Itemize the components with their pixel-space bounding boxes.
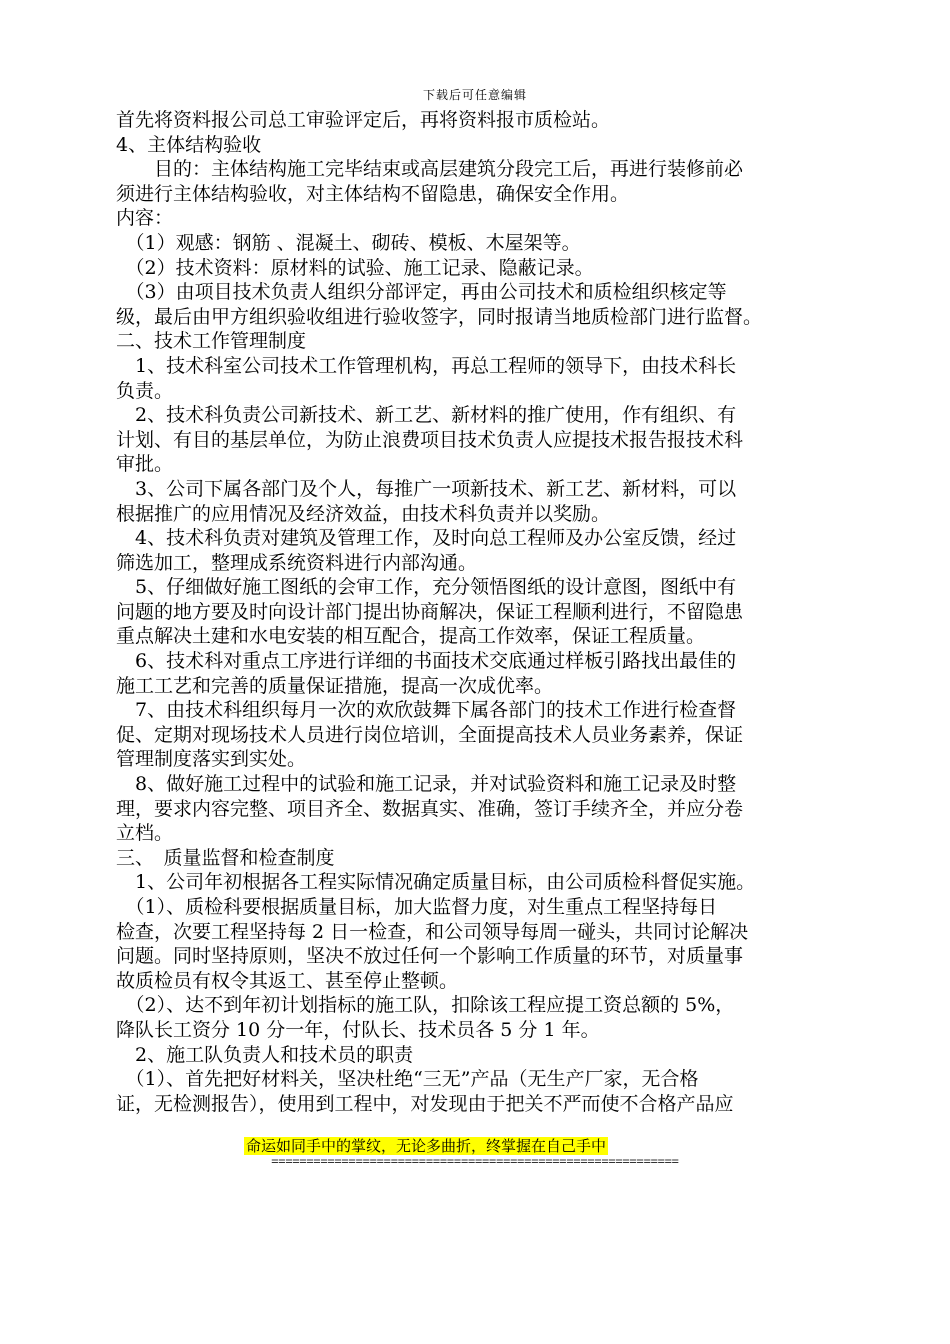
text-line: 审批。: [116, 453, 174, 476]
text-line: （1）、质检科要根据质量目标，加大监督力度，对生重点工程坚持每日: [116, 896, 718, 918]
text-line: 问题。同时坚持原则，坚决不放过任何一个影响工作质量的环节，对质量事: [116, 945, 744, 968]
text-line: 故质检员有权令其返工、甚至停止整顿。: [116, 969, 459, 992]
text-line: 降队长工资分 10 分一年，付队长、技术员各 5 分 1 年。: [116, 1018, 600, 1041]
text-line: 理，要求内容完整、项目齐全、数据真实、准确，签订手续齐全，并应分卷: [116, 797, 744, 820]
footer-motto-banner: 命运如同手中的掌纹，无论多曲折，终掌握在自己手中: [246, 1137, 607, 1155]
text-line: 重点解决土建和水电安装的相互配合，提高工作效率，保证工程质量。: [116, 625, 706, 648]
text-line: （1）观感：钢筋 、混凝土、砌砖、模板、木屋架等。: [116, 231, 581, 254]
text-line: （3）由项目技术负责人组织分部评定，再由公司技术和质检组织核定等: [116, 281, 727, 304]
text-line: 负责。: [116, 379, 174, 402]
header-note: 下载后可任意编辑: [422, 88, 527, 102]
text-line: 7、由技术科组织每月一次的欢欣鼓舞下属各部门的技术工作进行检查督: [116, 699, 737, 722]
text-line: 问题的地方要及时向设计部门提出协商解决，保证工程顺利进行，不留隐患: [116, 600, 744, 623]
text-line: 施工工艺和完善的质量保证措施，提高一次成优率。: [116, 674, 554, 697]
text-line: （2）、达不到年初计划指标的施工队，扣除该工程应提工资总额的 5%，: [116, 994, 735, 1017]
text-line: 管理制度落实到实处。: [116, 748, 307, 771]
text-line: 2、施工队负责人和技术员的职责: [116, 1043, 414, 1066]
text-line: 根据推广的应用情况及经济效益，由技术科负责并以奖励。: [116, 502, 611, 525]
document-body: [116, 108, 858, 1116]
text-line: 目的：主体结构施工完毕结束或高层建筑分段完工后，再进行装修前必: [116, 158, 744, 181]
text-line: 立档。: [116, 822, 174, 845]
text-line: 6、技术科对重点工序进行详细的书面技术交底通过样板引路找出最佳的: [116, 650, 737, 673]
text-line: 1、技术科室公司技术工作管理机构，再总工程师的领导下，由技术科长: [116, 354, 737, 377]
text-line: 级，最后由甲方组织验收组进行验收签字，同时报请当地质检部门进行监督。: [116, 305, 763, 328]
text-line: 计划、有目的基层单位，为防止浪费项目技术负责人应提技术报告报技术科: [116, 428, 744, 451]
text-line: 2、技术科负责公司新技术、新工艺、新材料的推广使用，作有组织、有: [116, 404, 737, 427]
text-line: 8、做好施工过程中的试验和施工记录，并对试验资料和施工记录及时整: [116, 773, 737, 796]
text-line: 检查，次要工程坚持每 2 日一检查，和公司领导每周一碰头，共同讨论解决: [116, 920, 749, 943]
text-line: 4、技术科负责对建筑及管理工作，及时向总工程师及办公室反馈，经过: [116, 527, 737, 550]
text-line: 促、定期对现场技术人员进行岗位培训，全面提高技术人员业务素养，保证: [116, 723, 744, 746]
text-line: （2）技术资料：原材料的试验、施工记录、隐蔽记录。: [116, 256, 594, 279]
text-line: 首先将资料报公司总工审验评定后，再将资料报市质检站。: [116, 109, 611, 131]
section-heading: 二、技术工作管理制度: [116, 330, 307, 353]
footer-divider-rule: ==========================================================: [271, 1154, 679, 1168]
text-line: 内容：: [116, 207, 174, 230]
text-line: 1、公司年初根据各工程实际情况确定质量目标，由公司质检科督促实施。: [116, 871, 756, 894]
text-line: 证，无检测报告），使用到工程中，对发现由于把关不严而使不合格产品应: [116, 1092, 734, 1115]
section-heading: 三、 质量监督和检查制度: [116, 846, 335, 869]
text-line: （1）、首先把好材料关，坚决杜绝“三无”产品（无生产厂家，无合格: [116, 1068, 699, 1091]
text-line: 3、公司下属各部门及个人，每推广一项新技术、新工艺、新材料，可以: [116, 477, 737, 500]
text-line: 须进行主体结构验收，对主体结构不留隐患，确保安全作用。: [116, 182, 630, 205]
text-line: 筛选加工，整理成系统资料进行内部沟通。: [116, 551, 478, 574]
text-line: 5、仔细做好施工图纸的会审工作，充分领悟图纸的设计意图，图纸中有: [116, 576, 737, 599]
section-heading: 4、主体结构验收: [116, 133, 262, 156]
